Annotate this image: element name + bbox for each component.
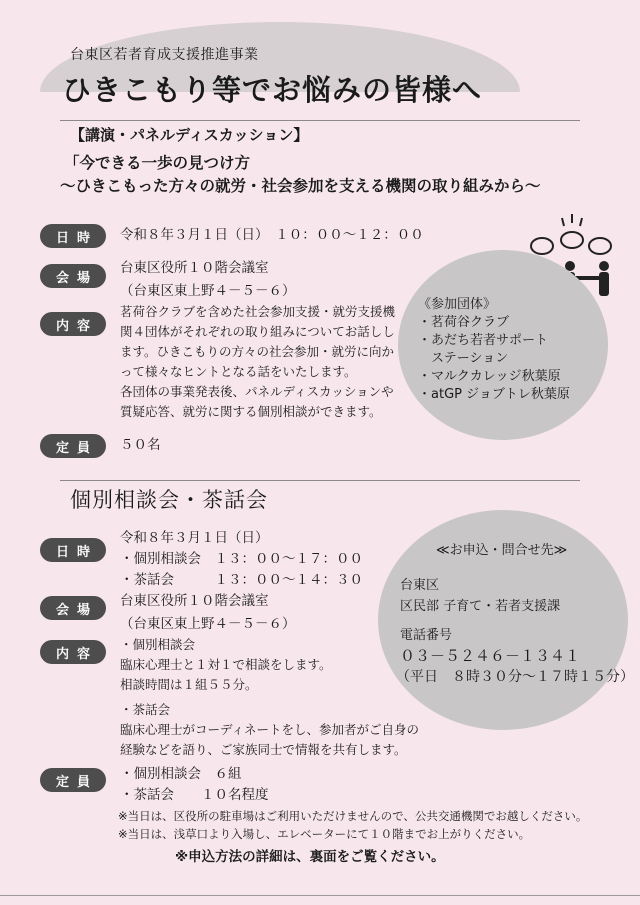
phone-number: ０３－５２４６－１３４１ [400,647,581,665]
lecture-title-line-1: 「今できる一歩の見つけ方 [64,154,251,172]
session-time: ・茶話会 １３：００～１４：３０ [120,572,363,588]
contact-title: ≪お申込・問合せ先≫ [436,543,568,558]
lecture-venue [120,258,296,302]
label-text: 定員 [55,774,98,790]
office-hours: （平日 ８時３０分～１７時１５分） [396,669,634,685]
contact-info [396,540,634,688]
label-venue [40,264,106,288]
label-capacity [40,434,106,458]
participating-groups [418,296,570,404]
notes [118,807,587,843]
content-line: 質疑応答、就労に関する個別相談ができます。 [120,404,382,419]
group-item: ・マルクカレッジ秋葉原 [418,369,561,384]
consult-content [120,635,400,695]
content-line: 相談時間は１組５５分。 [120,677,258,692]
label-text: 内容 [55,646,98,662]
page-title: ひきこもり等でお悩みの皆様へ [62,73,483,107]
divider [60,120,580,121]
contact-line-1: 台東区 [400,578,440,593]
label-content [40,640,106,664]
content-line: って様々なヒントとなる話をいたします。 [120,364,357,379]
group-item: ・atGP ジョブトレ秋葉原 [418,387,570,402]
label-text: 内容 [55,318,98,334]
lecture-capacity: ５０名 [120,437,161,453]
lecture-heading: 【講演・パネルディスカッション】 [70,126,309,144]
lecture-title [60,152,541,198]
consult-capacity [120,764,269,806]
footer-note: ※申込方法の詳細は、裏面をご覧ください。 [175,849,445,865]
content-line: 経験などを語り、ご家族同士で情報を共有します。 [120,742,407,757]
label-text: 日時 [55,230,98,246]
content-line: 各団体の事業発表後、パネルディスカッションや [120,384,394,399]
lecture-title-line-2: ～ひきこもった方々の就労・社会参加を支える機関の取り組みから～ [60,177,541,195]
consult-date: 令和８年３月１日（日） [120,530,269,546]
content-line: ・茶話会 [120,702,171,717]
session-time: ・個別相談会 １３：００～１７：００ [120,551,363,567]
group-item: ・あだち若者サポート [418,333,549,348]
capacity-line: ・茶話会 １０名程度 [120,787,269,803]
label-text: 会場 [55,270,98,286]
label-text: 会場 [55,602,98,618]
groups-title: 《参加団体》 [418,297,497,312]
divider [60,480,580,481]
label-datetime [40,224,106,248]
lecture-content [120,302,420,422]
venue-address: （台東区東上野４－５－６） [120,283,296,299]
divider [0,895,640,896]
content-line: ・個別相談会 [120,637,196,652]
consult-venue [120,591,296,635]
venue-address: （台東区東上野４－５－６） [120,616,296,632]
contact-line-2: 区民部 子育て・若者支援課 [400,599,561,614]
note-line: ※当日は、浅草口より入場し、エレベーターにて１０階までお上がりください。 [118,827,531,841]
venue-name: 台東区役所１０階会議室 [120,593,269,609]
label-text: 定員 [55,440,98,456]
label-venue [40,596,106,620]
label-capacity [40,768,106,792]
content-line: 関４団体がそれぞれの取り組みについてお話しし [120,324,395,339]
content-line: 茗荷谷クラブを含めた社会参加支援・就労支援機 [120,304,396,319]
organizer-text: 台東区若者育成支援推進事業 [70,47,259,63]
consult-datetime [120,528,363,591]
venue-name: 台東区役所１０階会議室 [120,260,269,276]
lecture-datetime: 令和８年３月１日（日） １０：００～１２：００ [120,227,424,243]
label-datetime [40,538,106,562]
group-item: ・茗荷谷クラブ [418,315,510,330]
content-line: 臨床心理士と１対１で相談をします。 [120,657,332,672]
label-text: 日時 [55,544,98,560]
label-content [40,312,106,336]
consult-content-tea [120,700,420,760]
content-line: ます。ひきこもりの方々の社会参加・就労に向か [120,344,395,359]
group-item: ステーション [418,351,509,366]
capacity-line: ・個別相談会 ６組 [120,766,242,782]
consult-title: 個別相談会・茶話会 [70,488,268,512]
note-line: ※当日は、区役所の駐車場はご利用いただけませんので、公共交通機関でお越しください。 [118,809,588,823]
phone-label: 電話番号 [400,628,453,643]
content-line: 臨床心理士がコーディネートをし、参加者がご自身の [120,722,420,737]
